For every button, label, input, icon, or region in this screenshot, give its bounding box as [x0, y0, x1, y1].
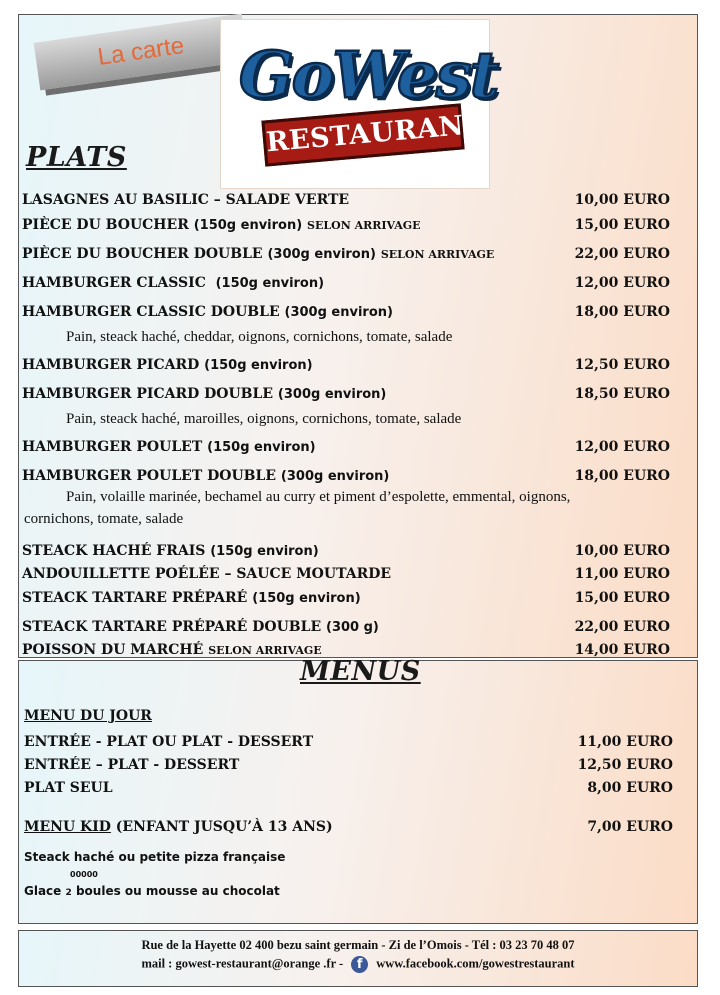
item-name: STEACK HACHÉ FRAIS (150g environ): [22, 543, 319, 559]
menu-item-price: 11,00 EURO: [577, 734, 673, 750]
menu-item: [22, 240, 678, 262]
facebook-icon[interactable]: f: [351, 956, 368, 973]
menu-item-name: ENTRÉE – PLAT - DESSERT: [24, 757, 240, 773]
item-price: 10,00 EURO: [574, 192, 670, 208]
menu-item-price: 8,00 EURO: [587, 780, 673, 796]
item-name: PIÈCE DU BOUCHER (150g environ) SELON ARRIVAGE: [22, 217, 421, 233]
item-price: 22,00 EURO: [574, 619, 670, 635]
logo-banner: RESTAURANT: [261, 103, 464, 166]
menu-item: [22, 462, 678, 484]
menu-item: [22, 537, 678, 559]
la-carte-label: La carte: [96, 32, 186, 71]
footer-address: Rue de la Hayette 02 400 bezu saint germain - Zi de l’Omois - Tél : 03 23 70 48 07: [141, 938, 575, 952]
menu-item-price: 12,50 EURO: [577, 757, 673, 773]
item-price: 22,00 EURO: [574, 246, 670, 262]
menu-kid-label: MENU KID: [24, 819, 111, 835]
item-name: HAMBURGER POULET DOUBLE (300g environ): [22, 468, 390, 484]
menu-item: [22, 560, 678, 582]
kid-separator: 00000: [70, 870, 98, 879]
menu-item: [22, 186, 678, 208]
item-name: HAMBURGER CLASSIC DOUBLE (300g environ): [22, 304, 393, 320]
plats-title: PLATS: [26, 142, 127, 173]
item-name: LASAGNES AU BASILIC – SALADE VERTE: [22, 192, 350, 208]
menu-item: [22, 211, 678, 233]
item-name: PIÈCE DU BOUCHER DOUBLE (300g environ) SELON ARRIVAGE: [22, 246, 495, 262]
item-name: HAMBURGER PICARD (150g environ): [22, 357, 313, 373]
menu-kid-price: 7,00 EURO: [587, 819, 673, 835]
item-description: Pain, steack haché, maroilles, oignons, cornichons, tomate, salade: [66, 411, 462, 427]
item-price: 18,00 EURO: [574, 468, 670, 484]
footer-contact: [18, 956, 698, 973]
menu-item: [22, 269, 678, 291]
footer-mail: mail : gowest-restaurant@orange .fr -: [141, 956, 344, 971]
menu-item: [22, 636, 678, 658]
kid-line-1: Steack haché ou petite pizza française: [24, 850, 286, 864]
item-name: HAMBURGER CLASSIC (150g environ): [22, 275, 325, 291]
menu-item: [22, 380, 678, 402]
menu-item: [22, 584, 678, 606]
item-price: 18,50 EURO: [574, 386, 670, 402]
item-name: STEACK TARTARE PRÉPARÉ DOUBLE (300 g): [22, 619, 379, 635]
menu-item: [22, 298, 678, 320]
item-price: 11,00 EURO: [574, 566, 670, 582]
item-name: STEACK TARTARE PRÉPARÉ (150g environ): [22, 590, 361, 606]
item-name: ANDOUILLETTE POÉLÉE – SAUCE MOUTARDE: [22, 566, 392, 582]
item-price: 12,00 EURO: [574, 275, 670, 291]
kid-line-2: Glace 2 boules ou mousse au chocolat: [24, 884, 280, 898]
item-name: POISSON DU MARCHÉ SELON ARRIVAGE: [22, 642, 322, 658]
item-price: 18,00 EURO: [574, 304, 670, 320]
item-description: Pain, volaille marinée, bechamel au curry et piment d’espolette, emmental, oignons, cornichons, tomate, salade: [24, 489, 571, 527]
menus-title: MENUS: [300, 656, 421, 687]
gowest-logo: [220, 19, 498, 189]
menu-item: [22, 433, 678, 455]
item-price: 12,50 EURO: [574, 357, 670, 373]
item-price: 10,00 EURO: [574, 543, 670, 559]
menu-item-name: ENTRÉE - PLAT OU PLAT - DESSERT: [24, 734, 314, 750]
item-name: HAMBURGER POULET (150g environ): [22, 439, 316, 455]
menu-item: [22, 613, 678, 635]
item-price: 14,00 EURO: [574, 642, 670, 658]
item-name: HAMBURGER PICARD DOUBLE (300g environ): [22, 386, 387, 402]
item-price: 15,00 EURO: [574, 590, 670, 606]
menu-du-jour-label: MENU DU JOUR: [24, 708, 152, 724]
logo-wordmark: GoWest: [239, 38, 498, 113]
menu-item-name: PLAT SEUL: [24, 780, 113, 796]
item-description: Pain, steack haché, cheddar, oignons, cornichons, tomate, salade: [66, 329, 453, 345]
item-price: 15,00 EURO: [574, 217, 670, 233]
footer-facebook-link[interactable]: www.facebook.com/gowestrestaurant: [376, 956, 575, 971]
menu-kid-note: (ENFANT JUSQU’À 13 ANS): [115, 819, 333, 835]
item-price: 12,00 EURO: [574, 439, 670, 455]
menu-kid-heading: [24, 819, 333, 835]
menu-item: [22, 351, 678, 373]
